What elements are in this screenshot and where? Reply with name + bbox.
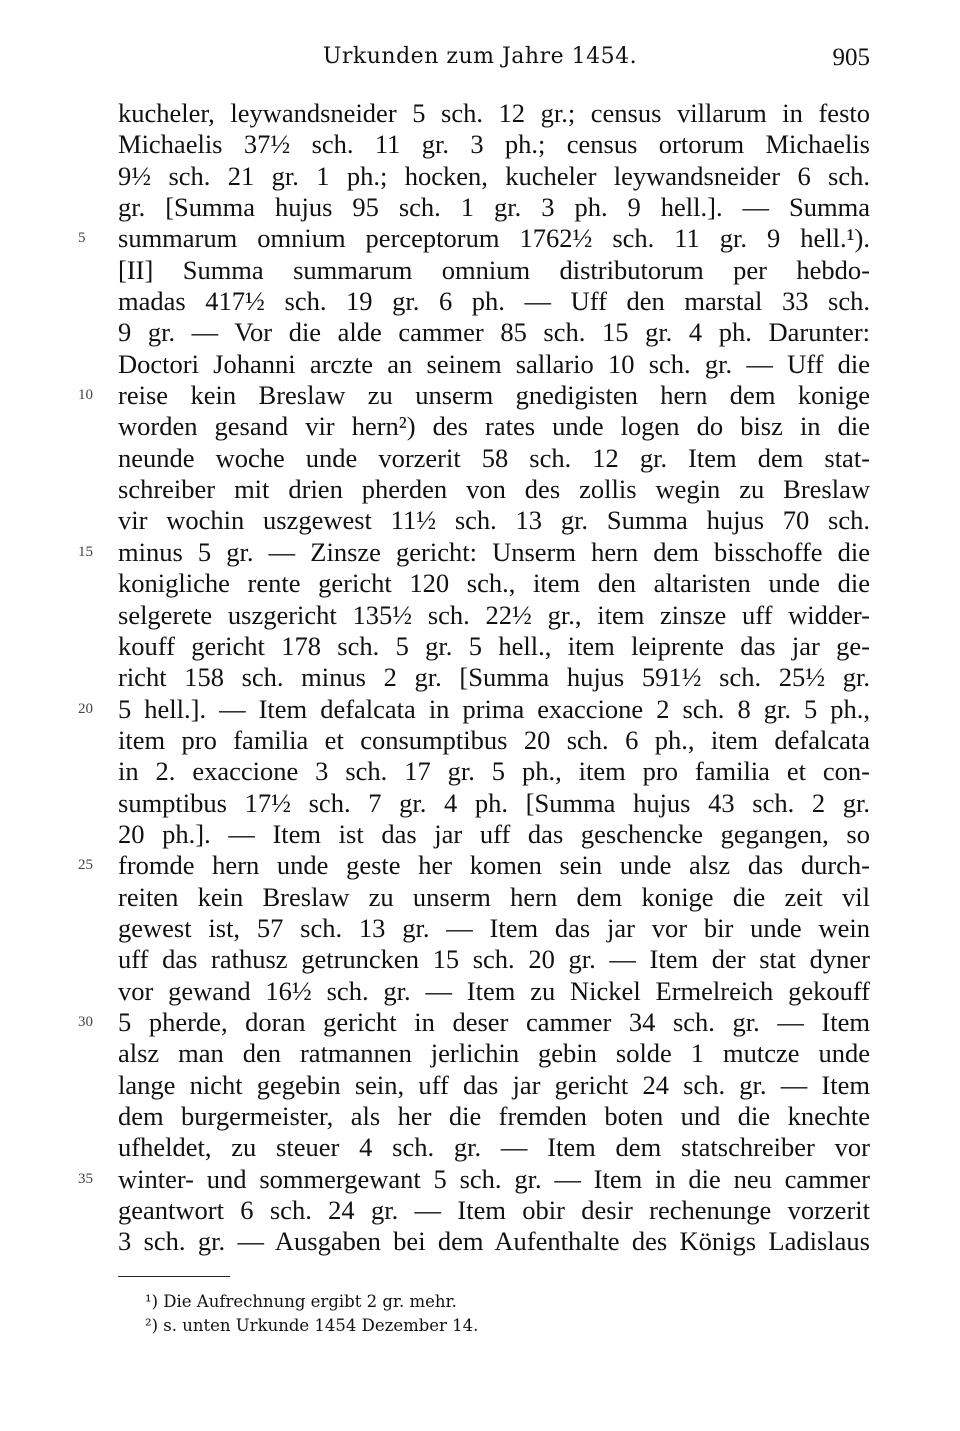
text-line-content: 20 ph.]. — Item ist das jar uff das geschencke gegangen, so bbox=[118, 818, 870, 849]
line-number: 35 bbox=[78, 1170, 93, 1187]
text-line bbox=[118, 443, 870, 474]
text-line-content: worden gesand vir hern²) des rates unde logen do bisz in die bbox=[118, 411, 870, 442]
text-line bbox=[78, 536, 870, 568]
text-line bbox=[78, 1006, 870, 1038]
text-line-content: fromde hern unde geste her komen sein unde alsz das durch- bbox=[118, 850, 870, 881]
text-line bbox=[118, 662, 870, 693]
text-line-content: schreiber mit drien pherden von des zollis wegin zu Breslaw bbox=[118, 474, 870, 505]
text-line-content: ufheldet, zu steuer 4 sch. gr. — Item dem statschreiber vor bbox=[118, 1132, 870, 1163]
text-line bbox=[118, 819, 870, 850]
text-line bbox=[118, 882, 870, 913]
text-line bbox=[78, 380, 870, 411]
footnote-rule bbox=[118, 1276, 230, 1277]
text-line bbox=[78, 850, 870, 881]
text-line bbox=[118, 474, 870, 505]
running-title: Urkunden zum Jahre 1454. bbox=[322, 44, 638, 69]
text-line-content: 9 gr. — Vor die alde cammer 85 sch. 15 gr. 4 ph. Darunter: bbox=[118, 317, 870, 348]
text-line bbox=[118, 944, 870, 975]
text-line-content: konigliche rente gericht 120 sch., item den altaristen unde die bbox=[118, 568, 870, 599]
text-line-content: 5 hell.]. — Item defalcata in prima exaccione 2 sch. 8 gr. 5 ph., bbox=[118, 693, 870, 724]
text-line-content: richt 158 sch. minus 2 gr. [Summa hujus 591½ sch. 25½ gr. bbox=[118, 662, 870, 693]
text-line bbox=[118, 1195, 870, 1226]
text-line bbox=[118, 1132, 870, 1163]
text-line bbox=[118, 255, 870, 286]
text-line bbox=[118, 568, 870, 599]
text-line bbox=[118, 505, 870, 536]
text-line-content: Michaelis 37½ sch. 11 gr. 3 ph.; census ortorum Michaelis bbox=[118, 129, 870, 160]
line-number: 25 bbox=[78, 857, 93, 874]
text-line bbox=[78, 1163, 870, 1195]
text-line-content: lange nicht gegebin sein, uff das jar gericht 24 sch. gr. — Item bbox=[118, 1069, 870, 1100]
text-line-content: gr. [Summa hujus 95 sch. 1 gr. 3 ph. 9 hell.]. — Summa bbox=[118, 192, 870, 223]
main-text-block bbox=[78, 98, 870, 1258]
line-number: 5 bbox=[78, 230, 86, 247]
line-number: 15 bbox=[78, 543, 93, 560]
footnote-1: ¹) Die Aufrechnung ergibt 2 gr. mehr. bbox=[145, 1292, 457, 1311]
text-line-content: dem burgermeister, als her die fremden boten und die knechte bbox=[118, 1101, 870, 1131]
text-line-content: madas 417½ sch. 19 gr. 6 ph. — Uff den marstal 33 sch. bbox=[118, 286, 870, 317]
text-line bbox=[118, 1226, 870, 1257]
text-line bbox=[118, 756, 870, 787]
line-number: 20 bbox=[78, 700, 93, 717]
text-line bbox=[118, 725, 870, 756]
text-line bbox=[118, 631, 870, 662]
line-number: 30 bbox=[78, 1013, 93, 1030]
text-line-content: item pro familia et consumptibus 20 sch. 6 ph., item defalcata bbox=[118, 724, 870, 755]
text-line-content: reiten kein Breslaw zu unserm hern dem konige die zeit vil bbox=[118, 881, 870, 912]
running-head bbox=[0, 44, 960, 84]
text-line bbox=[118, 129, 870, 160]
text-line-content: sumptibus 17½ sch. 7 gr. 4 ph. [Summa hujus 43 sch. 2 gr. bbox=[118, 787, 870, 818]
text-line-content: minus 5 gr. — Zinsze gericht: Unserm hern dem bisschoffe die bbox=[118, 536, 870, 567]
text-line bbox=[118, 788, 870, 819]
text-line bbox=[118, 600, 870, 631]
text-line-content: in 2. exaccione 3 sch. 17 gr. 5 ph., item pro familia et con- bbox=[118, 756, 870, 787]
text-line-content: gewest ist, 57 sch. 13 gr. — Item das jar vor bir unde wein bbox=[118, 912, 870, 943]
text-line bbox=[118, 913, 870, 944]
text-line-content: Doctori Johanni arczte an seinem sallario 10 sch. gr. — Uff die bbox=[118, 348, 870, 379]
text-line-content: [II] Summa summarum omnium distributorum per hebdo- bbox=[118, 254, 870, 285]
text-line-content: neunde woche unde vorzerit 58 sch. 12 gr. Item dem stat- bbox=[118, 442, 870, 473]
text-line-content: summarum omnium perceptorum 1762½ sch. 11 gr. 9 hell.¹). bbox=[118, 223, 870, 254]
text-line-content: uff das rathusz getruncken 15 sch. 20 gr. — Item der stat dyner bbox=[118, 944, 870, 975]
text-line bbox=[118, 317, 870, 348]
text-line-content: alsz man den ratmannen jerlichin gebin solde 1 mutcze unde bbox=[118, 1038, 870, 1069]
text-line-content: 5 pherde, doran gericht in deser cammer 34 sch. gr. — Item bbox=[118, 1006, 870, 1037]
text-line-content: vir wochin uszgewest 11½ sch. 13 gr. Summa hujus 70 sch. bbox=[118, 505, 870, 536]
text-line-content: kucheler, leywandsneider 5 sch. 12 gr.; census villarum in festo bbox=[118, 98, 870, 128]
text-line-content: 9½ sch. 21 gr. 1 ph.; hocken, kucheler leywandsneider 6 sch. bbox=[118, 160, 870, 191]
text-line-content: reise kein Breslaw zu unserm gnedigisten hern dem konige bbox=[118, 380, 870, 411]
text-line bbox=[118, 1070, 870, 1101]
text-line bbox=[118, 349, 870, 380]
text-line bbox=[118, 192, 870, 223]
text-line bbox=[78, 223, 870, 254]
footnotes bbox=[145, 1290, 845, 1338]
text-line bbox=[118, 1038, 870, 1069]
text-line-content: winter- und sommergewant 5 sch. gr. — Item in die neu cammer bbox=[118, 1163, 870, 1194]
text-line bbox=[118, 161, 870, 192]
text-line-content: selgerete uszgericht 135½ sch. 22½ gr., item zinsze uff widder- bbox=[118, 599, 870, 630]
text-line-content: vor gewand 16½ sch. gr. — Item zu Nickel Ermelreich gekouff bbox=[118, 975, 870, 1006]
text-line bbox=[118, 411, 870, 442]
text-line bbox=[118, 976, 870, 1007]
page-number: 905 bbox=[832, 44, 870, 71]
line-number: 10 bbox=[78, 387, 93, 404]
text-line bbox=[118, 1101, 870, 1132]
text-line bbox=[118, 98, 870, 129]
text-line-content: kouff gericht 178 sch. 5 gr. 5 hell., item leiprente das jar ge- bbox=[118, 630, 870, 661]
text-line-content: 3 sch. gr. — Ausgaben bei dem Aufenthalte des Königs Ladislaus bbox=[118, 1226, 870, 1257]
text-line bbox=[78, 693, 870, 725]
text-line-content: geantwort 6 sch. 24 gr. — Item obir desir rechenunge vorzerit bbox=[118, 1195, 870, 1226]
text-line bbox=[118, 286, 870, 317]
footnote-2: ²) s. unten Urkunde 1454 Dezember 14. bbox=[145, 1316, 479, 1335]
